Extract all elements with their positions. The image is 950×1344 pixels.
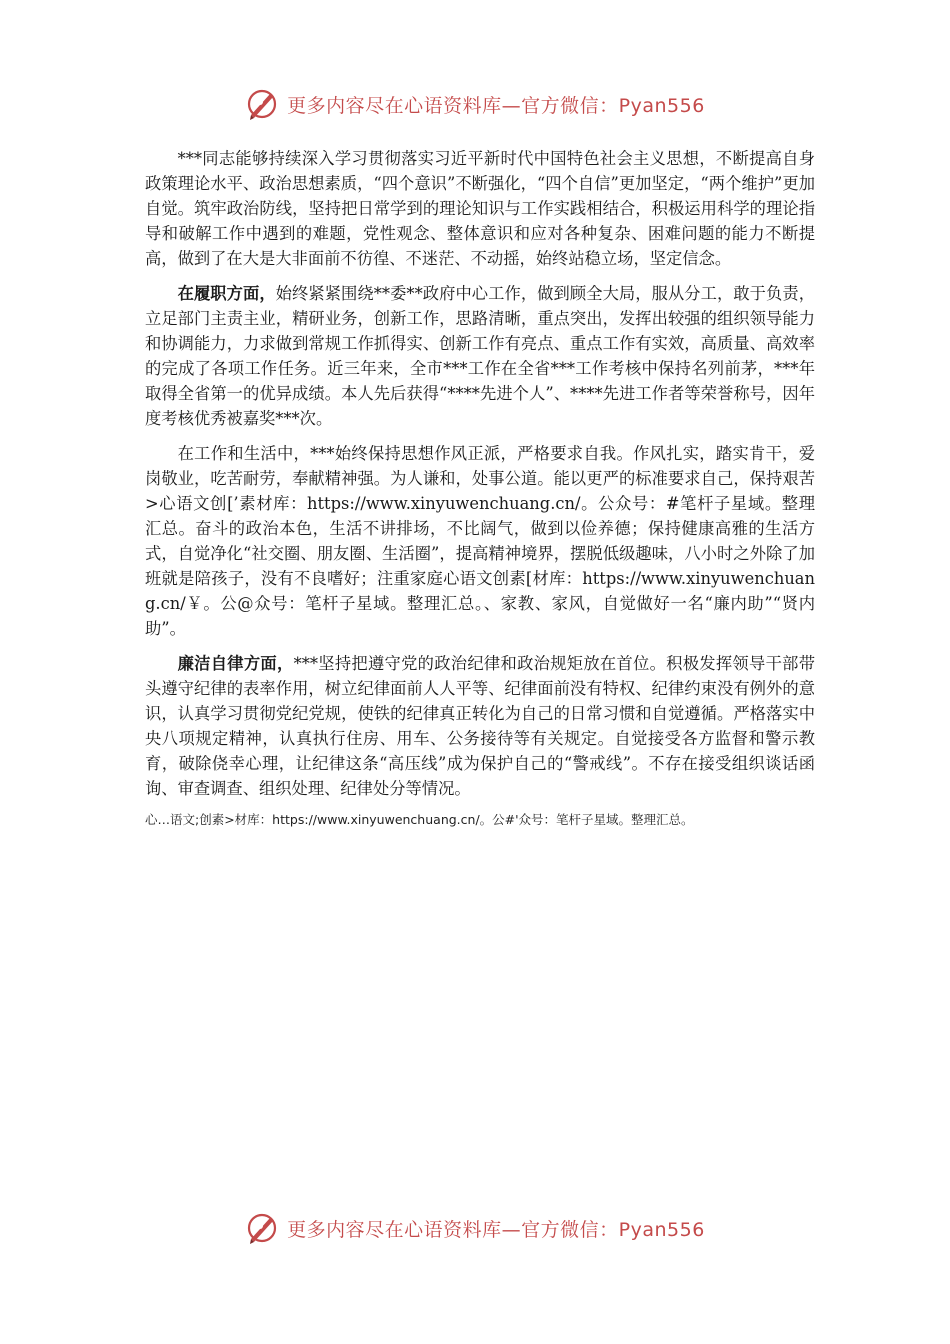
footnote: 心…语文;创素>材库：https://www.xinyuwenchuang.cn/。公#'众号：笔杆子星域。整理汇总。 [145, 812, 694, 827]
pen-logo-icon [245, 87, 279, 121]
banner-text: 更多内容尽在心语资料库—官方微信：Pyan556 [287, 1218, 705, 1241]
banner-text: 更多内容尽在心语资料库—官方微信：Pyan556 [287, 94, 705, 117]
paragraph-text: 始终紧紧围绕**委**政府中心工作，做到顾全大局，服从分工，敢于负责，立足部门主责主业，精研业务，创新工作，思路清晰，重点突出，发挥出较强的组织领导能力和协调能力，力求做到常规工作抓得实、创新工作有亮点、重点工作有实效，高质量、高效率的完成了各项工作任务。近三年来，全市***工作在全省***工作考核中保持名列前茅，***年取得全省第一的优异成绩。本人先后获得“****先进个人”、****先进工作者等荣誉称号，因年度考核优秀被嘉奖***次。 [145, 284, 815, 428]
paragraph-text: ***同志能够持续深入学习贯彻落实习近平新时代中国特色社会主义思想，不断提高自身政策理论水平、政治思想素质，“四个意识”不断强化，“四个自信”更加坚定，“两个维护”更加自觉。筑牢政治防线，坚持把日常学到的理论知识与工作实践相结合，积极运用科学的理论指导和破解工作中遇到的难题，党性观念、整体意识和应对各种复杂、困难问题的能力不断提高，做到了在大是大非面前不彷徨、不迷茫、不动摇，始终站稳立场，坚定信念。 [145, 149, 815, 268]
paragraph-text: 在工作和生活中，***始终保持思想作风正派，严格要求自我。作风扎实，踏实肯干，爱岗敬业，吃苦耐劳，奉献精神强。为人谦和，处事公道。能以更严的标准要求自己，保持艰苦>心语文创[’素材库：https://www.xinyuwenchuang.cn/。公众号：#笔杆子星域。整理汇总。奋斗的政治本色，生活不讲排场，不比阔气，做到以俭养德；保持健康高雅的生活方式，自觉净化“社交圈、朋友圈、生活圈”，提高精神境界，摆脱低级趣味，八小时之外除了加班就是陪孩子，没有不良嗜好；注重家庭心语文创素[材库：https://www.xinyuwenchuang.cn/￥。公@众号：笔杆子星域。整理汇总。、家教、家风，自觉做好一名“廉内助”“贤内助”。 [145, 444, 815, 638]
paragraph-lead: 廉洁自律方面， [177, 654, 294, 673]
paragraph-political [145, 146, 815, 271]
paragraph-text: ***坚持把遵守党的政治纪律和政治规矩放在首位。积极发挥领导干部带头遵守纪律的表率作用，树立纪律面前人人平等、纪律面前没有特权、纪律约束没有例外的意识，认真学习贯彻党纪党规，使铁的纪律真正转化为自己的日常习惯和自觉遵循。严格落实中央八项规定精神，认真执行住房、用车、公务接待等有关规定。自觉接受各方监督和警示教育，破除侥幸心理，让纪律这条“高压线”成为保护自己的“警戒线”。不存在接受组织谈话函询、审查调查、组织处理、纪律处分等情况。 [145, 654, 815, 798]
footer-banner [0, 1208, 950, 1248]
document-body [145, 146, 815, 829]
paragraph-work-life [145, 441, 815, 641]
paragraph-lead: 在履职方面， [177, 284, 276, 303]
paragraph-integrity [145, 651, 815, 801]
header-banner [0, 84, 950, 124]
pen-logo-icon [245, 1211, 279, 1245]
paragraph-duty [145, 281, 815, 431]
